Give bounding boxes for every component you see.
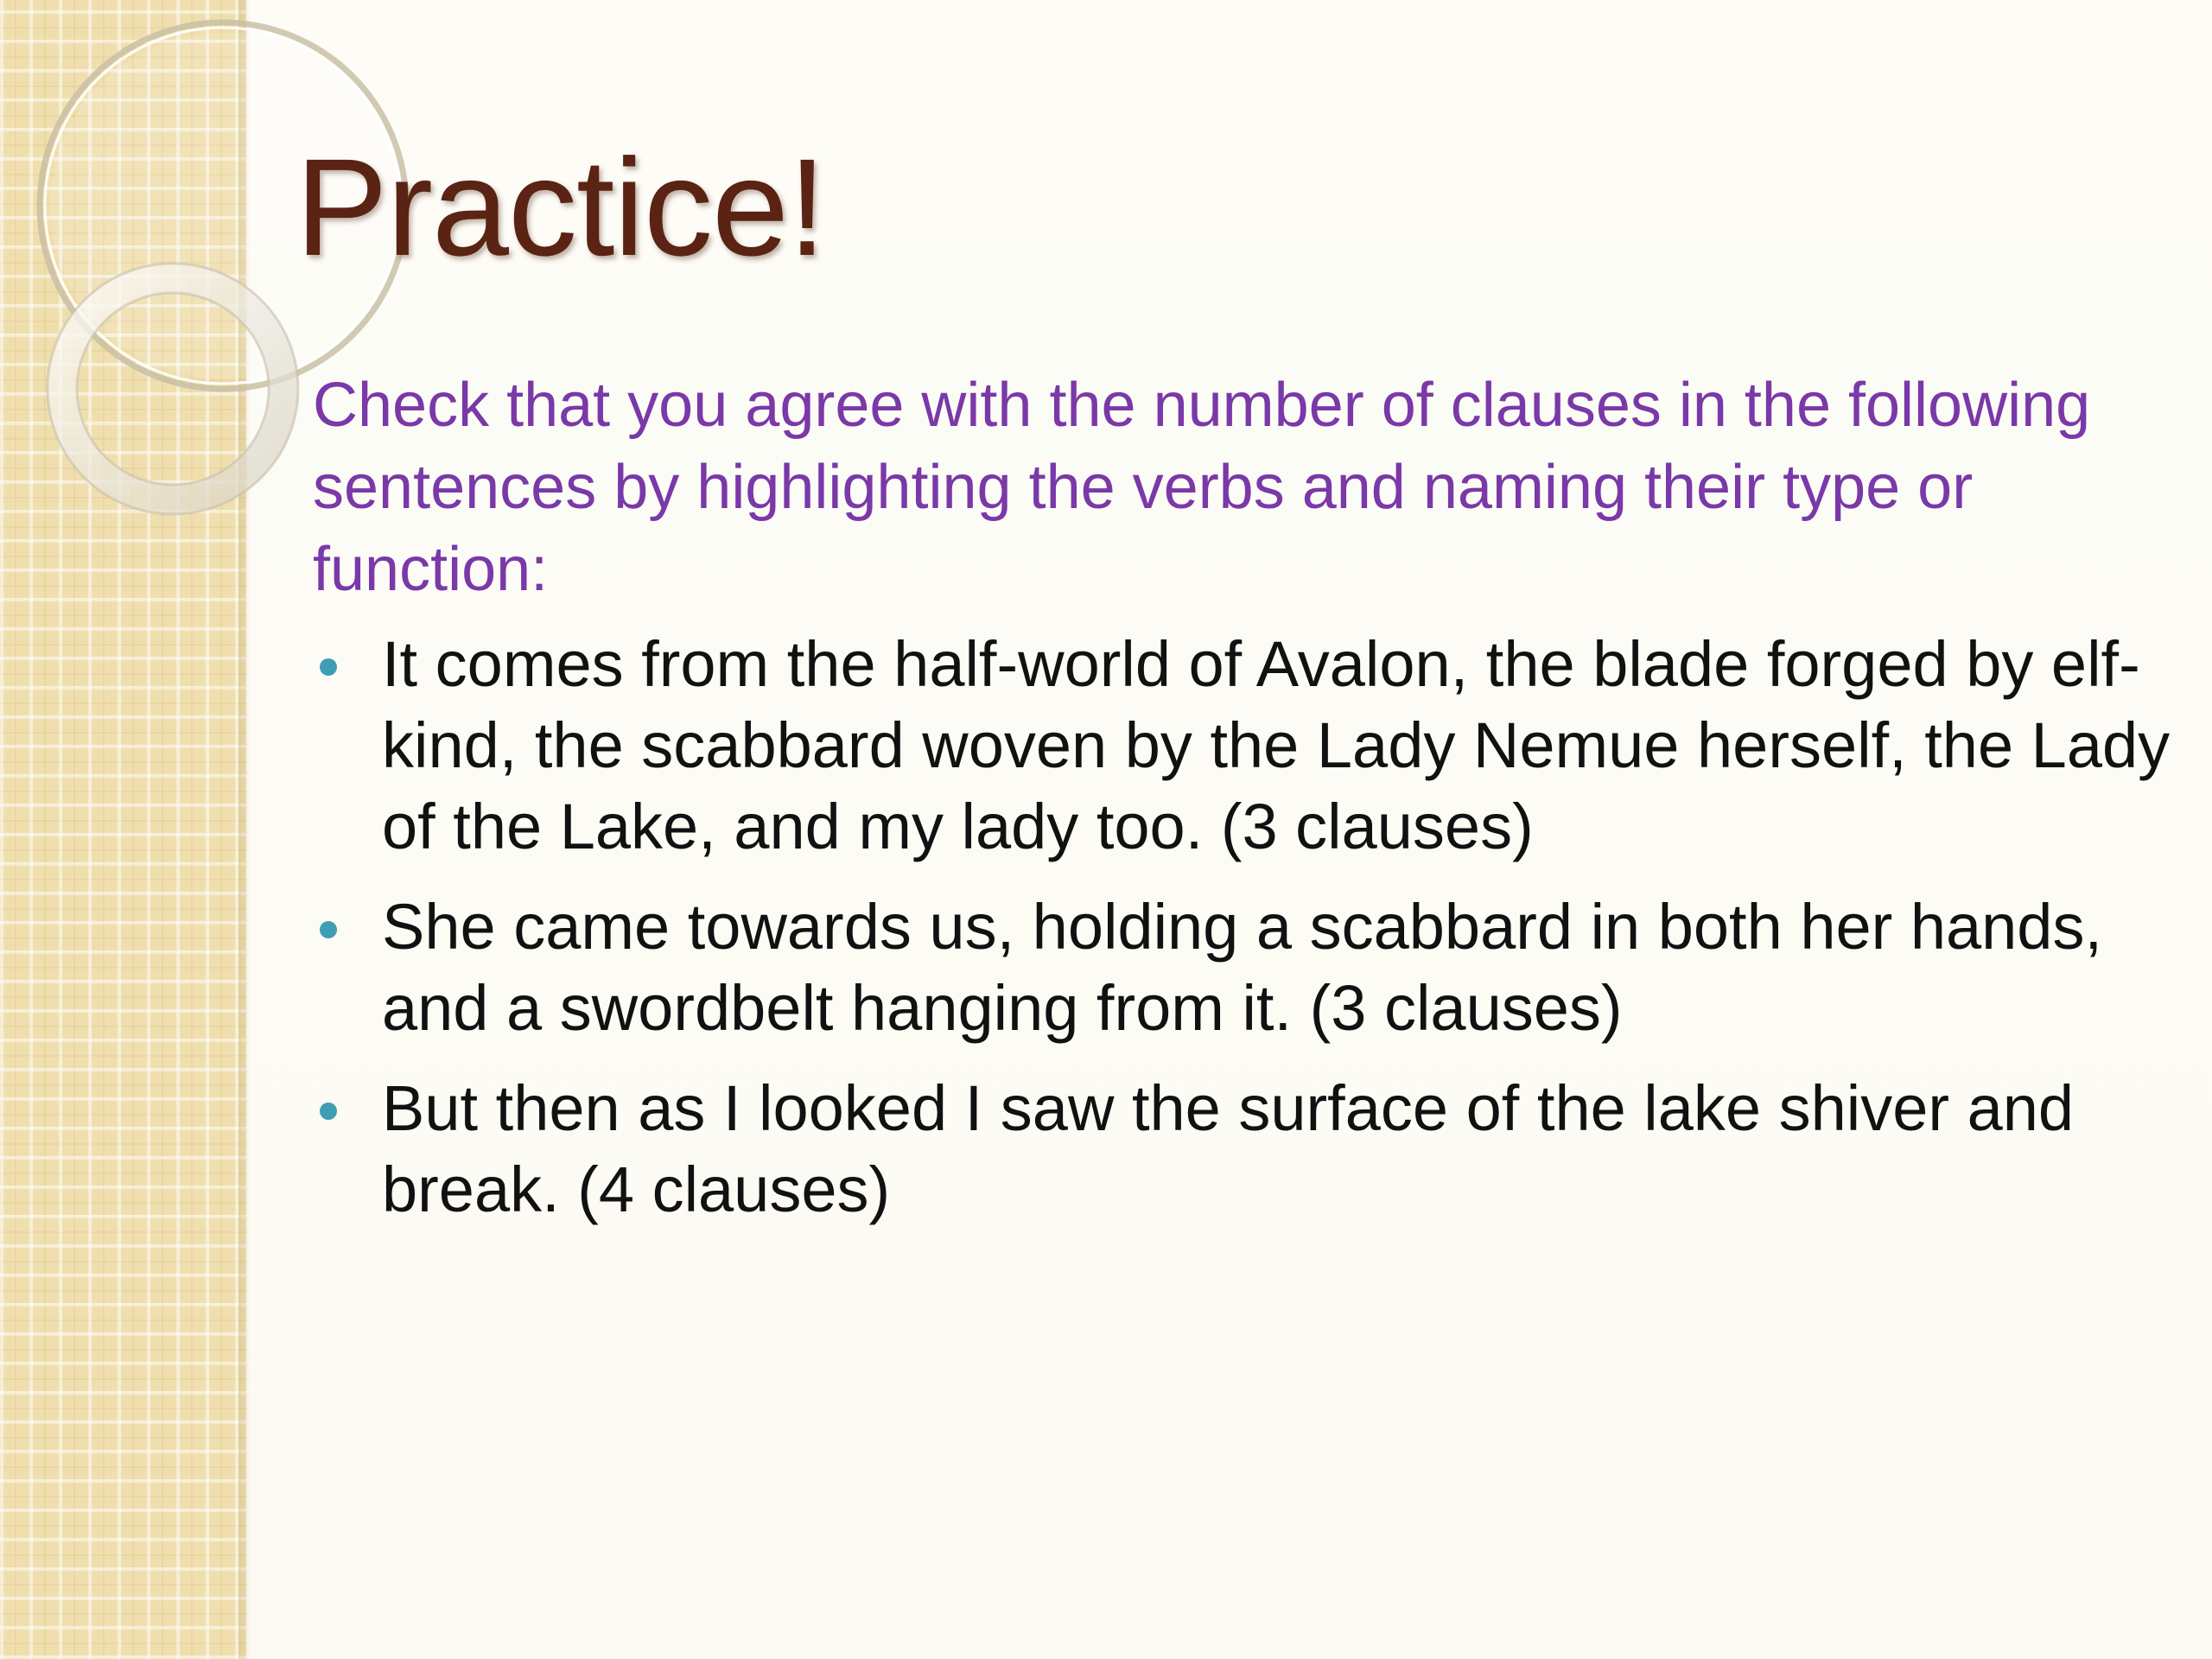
round-bullet-icon — [320, 658, 337, 676]
sentence-text: She came towards us, holding a scabbard in both her hands, and a swordbelt hanging from it. (3 clauses) — [382, 891, 2103, 1044]
sentence-text: It comes from the half-world of Avalon, the blade forged by elf-kind, the scabbard woven by the Lady Nemue herself, the Lady of the Lake, and my lady too. (3 clauses) — [382, 628, 2171, 862]
round-bullet-icon — [320, 1103, 337, 1120]
list-item — [313, 624, 2171, 868]
sentence-text: But then as I looked I saw the surface of the lake shiver and break. (4 clauses) — [382, 1072, 2075, 1225]
instruction-text: Check that you agree with the number of clauses in the following sentences by highlighting the verbs and naming their type or function: — [313, 371, 2091, 604]
list-item — [313, 887, 2171, 1049]
interlocking-rings-icon — [0, 0, 363, 605]
slide-title: Practice! — [296, 130, 826, 284]
sentence-list — [313, 624, 2171, 1249]
list-item — [313, 1068, 2171, 1230]
round-bullet-icon — [320, 921, 337, 938]
